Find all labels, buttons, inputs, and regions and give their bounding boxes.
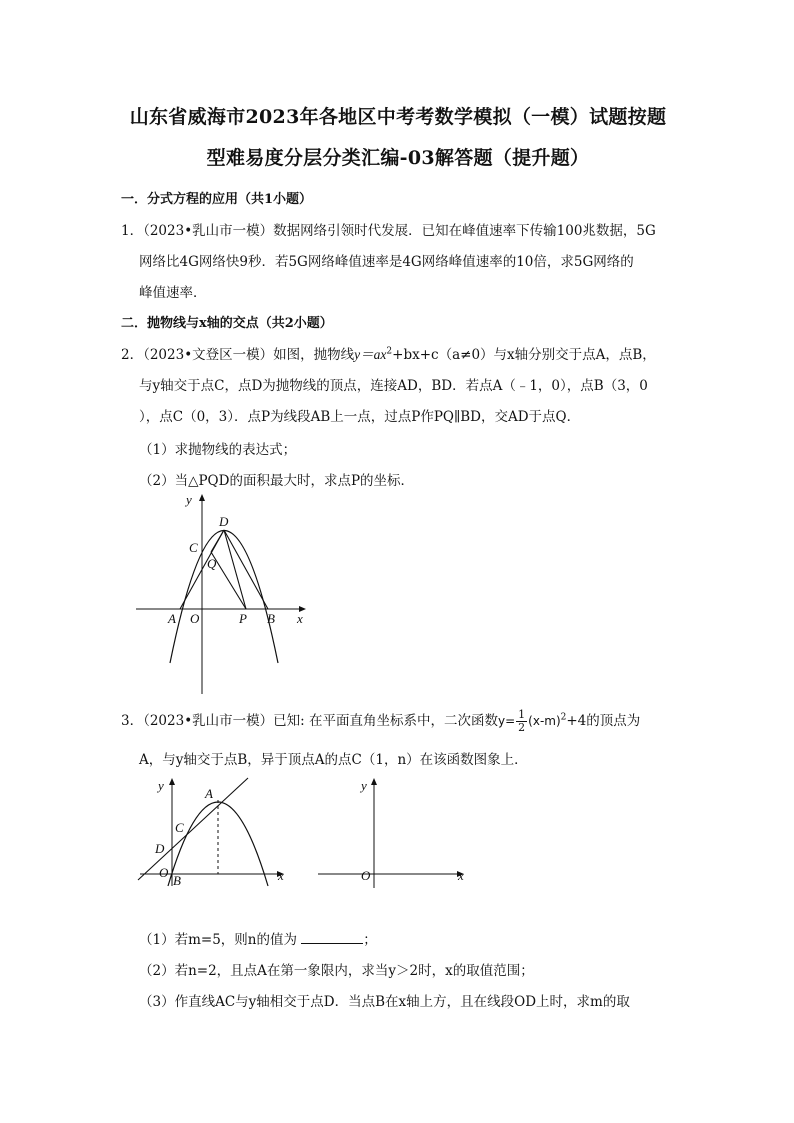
- q2-label-A: A: [168, 611, 176, 626]
- q1-line1: 1．（2023•乳山市一模）数据网络引领时代发展．已知在峰值速率下传输100兆数据，5G: [121, 223, 656, 239]
- q3-eq-tail: +4的顶点为: [566, 713, 641, 729]
- q2-equation-exponent: 2: [386, 346, 393, 357]
- page-title-line2: 型难易度分层分类汇编-03解答题（提升题）: [206, 147, 590, 169]
- q2-label-B: B: [267, 611, 275, 626]
- q2-sub2: （2）当△PQD的面积最大时，求点P的坐标．: [139, 473, 415, 489]
- q3-fig1-label-C: C: [175, 820, 184, 835]
- q3-sub1-suffix: ；: [363, 932, 377, 948]
- q3-sub3: （3）作直线AC与y轴相交于点D．当点B在x轴上方，且在线段OD上时，求m的取: [139, 994, 630, 1010]
- q2-segment-QD: [211, 530, 224, 552]
- q1-line3: 峰值速率．: [139, 285, 207, 301]
- q2-line2: 与y轴交于点C，点D为抛物线的顶点，连接AD，BD．若点A（﹣1，0），点B（3，0: [139, 378, 648, 394]
- q2-line1-suffix: +bx+c（a≠0）与x轴分别交于点A，点B，: [392, 347, 656, 363]
- q3-fraction: [516, 709, 527, 734]
- q3-line1-prefix: 3．（2023•乳山市一模）已知: 在平面直角坐标系中，二次函数: [121, 713, 498, 729]
- q3-fig1-line-AC: [138, 778, 248, 880]
- q2-label-D: D: [219, 514, 229, 529]
- q3-fig1-label-x: x: [278, 868, 284, 883]
- q2-figure: [130, 488, 320, 698]
- q3-fig2-label-x: x: [458, 868, 464, 883]
- q2-label-O: O: [190, 611, 200, 626]
- q3-fig1-label-O: O: [159, 865, 169, 880]
- q3-line2: A，与y轴交于点B，异于顶点A的点C（1，n）在该函数图象上．: [139, 752, 528, 768]
- q2-line1: [121, 343, 656, 363]
- q3-sub2: （2）若n=2，且点A在第一象限内，求当y＞2时，x的取值范围；: [139, 963, 534, 979]
- q2-equation: y＝ax: [354, 347, 387, 362]
- q2-segment-PD: [224, 530, 246, 609]
- q2-segment-BD: [224, 530, 268, 609]
- q3-fig1-label-D: D: [155, 841, 165, 856]
- q3-eq-rest: (x-m): [528, 714, 561, 728]
- q3-sub1: [139, 928, 377, 948]
- q3-answer-blank[interactable]: [301, 931, 363, 944]
- q2-line3: ），点C（0，3）．点P为线段AB上一点，过点P作PQ∥BD，交AD于点Q．: [139, 409, 581, 425]
- q3-line1: [121, 709, 640, 734]
- q2-label-x: x: [297, 611, 303, 626]
- q3-figure-1: [132, 770, 302, 890]
- q1-line2: 网络比4G网络快9秒．若5G网络峰值速率是4G网络峰值速率的10倍，求5G网络的: [139, 254, 634, 270]
- section-heading-2: 二．抛物线与x轴的交点（共2小题）: [121, 316, 333, 331]
- q3-eq-y: y=: [498, 714, 516, 728]
- q3-fig2-y-axis-arrow: [371, 778, 377, 785]
- q3-fig1-label-A: A: [205, 786, 213, 801]
- q3-fig1-label-B: B: [173, 873, 181, 888]
- q2-label-P: P: [239, 611, 247, 626]
- q2-label-C: C: [189, 540, 198, 555]
- q3-fig1-label-y: y: [158, 778, 164, 793]
- q3-figure-2: [312, 770, 482, 890]
- q2-label-Q: Q: [207, 556, 217, 571]
- q3-sub1-prefix: （1）若m=5，则n的值为: [139, 932, 297, 948]
- page-title-line1: 山东省威海市2023年各地区中考考数学模拟（一模）试题按题: [129, 106, 667, 128]
- q2-sub1: （1）求抛物线的表达式；: [139, 442, 297, 458]
- q2-label-y: y: [186, 492, 192, 507]
- q3-fig1-y-axis-arrow: [169, 778, 175, 785]
- q3-fraction-denominator: 2: [518, 721, 526, 734]
- q3-eq-exponent: 2: [560, 712, 567, 723]
- section-heading-1: 一．分式方程的应用（共1小题）: [121, 192, 313, 207]
- q2-line1-prefix: 2．（2023•文登区一模）如图，抛物线: [121, 347, 355, 363]
- q3-fig2-label-y: y: [361, 778, 367, 793]
- q3-fig2-label-O: O: [361, 868, 371, 883]
- q3-fraction-numerator: 1: [518, 708, 526, 721]
- q2-y-axis-arrow: [199, 494, 205, 501]
